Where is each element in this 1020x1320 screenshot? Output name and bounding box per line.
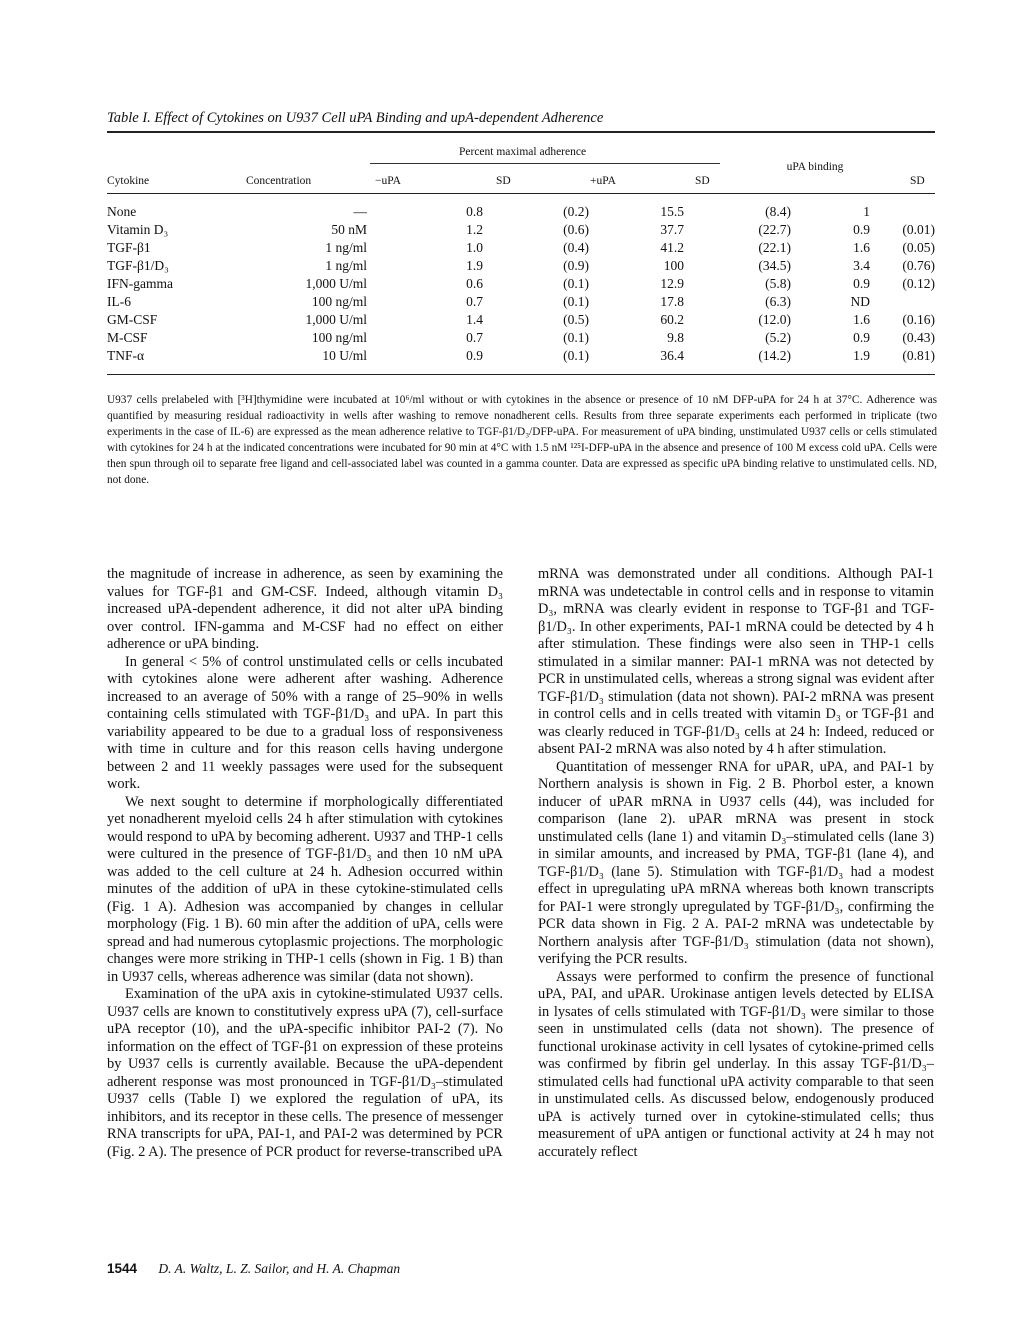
table-cell: 1 ng/ml	[325, 258, 367, 273]
paragraph: Assays were performed to confirm the presence of functional uPA, PAI, and uPAR. Urokinase antigen levels detected by ELISA in lysates of cells stimulated with TGF-β1/D₃ were similar to those seen in unstimulated cells (data not shown). The presence of functional urokinase activity in cell lysates of cytokine-primed cells was confirmed by fibrin gel underlay. In this assay TGF-β1/D₃–stimulated cells had functional uPA activity comparable to that seen in unstimulated cells. As discussed below, endogenously produced uPA is actively turned over in cytokine-stimulated cells; thus measurement of uPA antigen or functional activity at 24 h may not accurately reflect	[538, 968, 934, 1160]
paragraph: Quantitation of messenger RNA for uPAR, uPA, and PAI-1 by Northern analysis is shown in Fig. 2 B. Phorbol ester, a known inducer of uPAR mRNA in U937 cells (44), was included for comparison (lane 2). uPAR mRNA was present in stock unstimulated cells (lane 1) and vitamin D₃–stimulated cells (lane 3) in similar amounts, and increased by PMA, TGF-β1 (lane 4), and TGF-β1/D₃ (lane 5). Stimulation with TGF-β1/D₃ had a modest effect in upregulating uPA mRNA whereas both known transcripts for PAI-1 were strongly upregulated by TGF-β1/D₃, confirming the PCR data shown in Fig. 2 A. PAI-2 mRNA was undetectable by Northern analysis after TGF-β1/D₃ stimulation (data not shown), verifying the PCR results.	[538, 758, 934, 967]
table-cell: Vitamin D₃	[107, 222, 169, 237]
table-cell: (0.1)	[563, 330, 589, 345]
table-cell: TGF-β1	[107, 240, 151, 255]
group-header-rule	[370, 163, 720, 164]
table-cell: ND	[850, 294, 870, 309]
table-cell	[870, 203, 935, 221]
table-cell: 1.0	[466, 240, 483, 255]
table-cell: IL-6	[107, 294, 131, 309]
table-cell: (0.9)	[563, 258, 589, 273]
table-cell: 0.9	[853, 330, 870, 345]
table-cell: 10 U/ml	[322, 348, 367, 363]
footer-authors: D. A. Waltz, L. Z. Sailor, and H. A. Chapman	[158, 1261, 401, 1276]
table-cell: TGF-β1/D₃	[107, 258, 169, 273]
table-cell: 15.5	[660, 204, 684, 219]
table-cell: 0.9	[853, 276, 870, 291]
table-row	[107, 257, 935, 275]
table-cell: 1.6	[853, 312, 870, 327]
table-cell: (0.1)	[563, 294, 589, 309]
table-cell: 1.9	[853, 348, 870, 363]
table-cell: 9.8	[667, 330, 684, 345]
table-cell: 100 ng/ml	[311, 294, 367, 309]
table-cell: (0.5)	[563, 312, 589, 327]
table-row	[107, 293, 935, 311]
table-cell: 1,000 U/ml	[305, 312, 367, 327]
table-bottom-rule	[107, 374, 935, 375]
table-cell: GM-CSF	[107, 312, 158, 327]
table-cell	[870, 293, 935, 311]
table-cell: 41.2	[660, 240, 684, 255]
header-cytokine: Cytokine	[107, 175, 150, 187]
table-cell: (0.6)	[563, 222, 589, 237]
table-cell: (0.81)	[902, 348, 935, 363]
table-cell: 1	[863, 204, 870, 219]
table-top-rule	[107, 131, 935, 133]
table-cell: 0.6	[466, 276, 483, 291]
table-cell: (0.1)	[563, 276, 589, 291]
table-cell: 0.9	[466, 348, 483, 363]
table-cell: None	[107, 204, 137, 219]
table-cell: 50 nM	[331, 222, 367, 237]
header-sd-3: SD	[910, 175, 925, 187]
table-cell: 0.7	[466, 330, 483, 345]
paragraph: In general < 5% of control unstimulated cells or cells incubated with cytokines alone were adherent after washing. Adherence increased to an average of 50% with a range of 25–90% in wells containing cells stimulated with TGF-β1/D₃ and uPA. In part this variability appeared to be due to a gradual loss of responsiveness with time in culture and for this reason cells having undergone between 2 and 11 weekly passages were used for the subsequent work.	[107, 653, 503, 792]
table-cell: (34.5)	[758, 258, 791, 273]
table-cell: (0.2)	[563, 204, 589, 219]
table-cell: (0.43)	[902, 330, 935, 345]
table-cell: 36.4	[660, 348, 684, 363]
table-row	[107, 239, 935, 257]
table-cell: 0.7	[466, 294, 483, 309]
paragraph: mRNA was demonstrated under all conditions. Although PAI-1 mRNA was undetectable in control cells and in response to vitamin D₃, mRNA was clearly evident in response to TGF-β1 and TGF-β1/D₃. In other experiments, PAI-1 mRNA could be detected by 4 h after stimulation. These findings were also seen in THP-1 cells stimulated in a similar manner: PAI-1 mRNA was not detected by PCR in unstimulated cells, whereas a strong signal was evident after TGF-β1/D₃ stimulation (data not shown). PAI-2 mRNA was present in control cells and in cells treated with vitamin D₃ or TGF-β1 and was clearly reduced in TGF-β1/D₃ cells at 24 h: Indeed, reduced or absent PAI-2 mRNA was also noted by 4 h after stimulation.	[538, 566, 934, 757]
table-cell: (12.0)	[758, 312, 791, 327]
table-row	[107, 329, 935, 347]
right-text-column	[538, 566, 934, 1161]
table-row	[107, 221, 935, 239]
table-cell: 1.9	[466, 258, 483, 273]
table-cell: 0.8	[466, 204, 483, 219]
table-cell: 0.9	[853, 222, 870, 237]
header-minus-upa: −uPA	[375, 175, 401, 187]
paragraph: Examination of the uPA axis in cytokine-stimulated U937 cells. U937 cells are known to constitutively express uPA (7), cell-surface uPA receptor (10), and the uPA-specific inhibitor PAI-2 (7). No information on the effect of TGF-β1 on expression of these proteins by U937 cells is currently available. Because the uPA-dependent adherent response was most pronounced in TGF-β1/D₃–stimulated U937 cells (Table I) we explored the regulation of uPA, its inhibitors, and its receptor in these cells. The presence of messenger RNA transcripts for uPA, PAI-1, and PAI-2 was determined by PCR (Fig. 2 A). The presence of PCR product for reverse-transcribed uPA	[107, 986, 503, 1160]
table-cell: (5.8)	[765, 276, 791, 291]
table-cell: TNF-α	[107, 348, 145, 363]
table-row	[107, 275, 935, 293]
table-cell: 37.7	[660, 222, 684, 237]
table-cell: (0.16)	[902, 312, 935, 327]
table-cell: (0.76)	[902, 258, 935, 273]
table-cell: IFN-gamma	[107, 276, 173, 291]
group-header: Percent maximal adherence	[459, 146, 587, 158]
table-row	[107, 347, 935, 365]
table-cell: M-CSF	[107, 330, 148, 345]
table-cell: 1.4	[466, 312, 483, 327]
table-cell: 3.4	[853, 258, 870, 273]
table-cell: (5.2)	[765, 330, 791, 345]
table-cell: (0.12)	[902, 276, 935, 291]
table-cell: (0.01)	[902, 222, 935, 237]
table-cell: 100	[663, 258, 684, 273]
table-caption: Table I. Effect of Cytokines on U937 Cell uPA Binding and upA-dependent Adherence	[107, 110, 604, 126]
header-sd-2: SD	[695, 175, 710, 187]
left-text-column	[107, 566, 503, 1161]
table-cell: (14.2)	[758, 348, 791, 363]
table-footnote: U937 cells prelabeled with [³H]thymidine were incubated at 10⁶/ml without or with cytokines in the absence or presence of 10 nM DFP-uPA for 24 h at 37°C. Adherence was quantified by measuring residual radioactivity in wells after washing to remove nonadherent cells. Results from three separate experiments each performed in triplicate (two experiments in the case of IL-6) are expressed as the mean adherence relative to TGF-β1/D₃/DFP-uPA. For measurement of uPA binding, unstimulated U937 cells or cells stimulated with cytokines for 24 h at the indicated concentrations were incubated for 90 min at 4°C with 1.5 nM ¹²⁵I-DFP-uPA in the absence and presence of 100 M excess cold uPA. Cells were then spun through oil to separate free ligand and cell-associated label was counted in a gamma counter. Data are expressed as specific uPA binding relative to unstimulated cells. ND, not done.	[107, 394, 937, 486]
table-row	[107, 311, 935, 329]
header-upa-binding: uPA binding	[786, 161, 844, 173]
table-cell: 100 ng/ml	[311, 330, 367, 345]
table-cell: 1.2	[466, 222, 483, 237]
table-cell: (0.05)	[902, 240, 935, 255]
table-cell: (22.1)	[758, 240, 791, 255]
table-cell: (6.3)	[765, 294, 791, 309]
page-number: 1544	[107, 1261, 138, 1276]
table-row	[107, 203, 935, 221]
paragraph: We next sought to determine if morphologically differentiated yet nonadherent myeloid cells 24 h after stimulation with cytokines would respond to uPA by becoming adherent. U937 and THP-1 cells were cultured in the presence of TGF-β1/D₃ and then 10 nM uPA was added to the cell culture at 24 h. Adhesion occurred within minutes of the addition of uPA in these cytokine-stimulated cells (Fig. 1 A). Adhesion was accompanied by changes in cellular morphology (Fig. 1 B). 60 min after the addition of uPA, cells were spread and had numerous cytoplasmic projections. The morphologic changes were more striking in THP-1 cells (shown in Fig. 1 B) than in U937 cells, whereas adherence was similar (data not shown).	[107, 793, 503, 985]
paragraph: the magnitude of increase in adherence, as seen by examining the values for TGF-β1 and GM-CSF. Indeed, although vitamin D₃ increased uPA-dependent adherence, it did not alter uPA binding over control. IFN-gamma and M-CSF had no effect on either adherence or uPA binding.	[107, 566, 503, 652]
table-cell: 60.2	[660, 312, 684, 327]
table-cell: 1,000 U/ml	[305, 276, 367, 291]
table-cell: —	[353, 204, 367, 219]
header-sd-1: SD	[496, 175, 511, 187]
page-footer	[107, 1261, 400, 1277]
header-plus-upa: +uPA	[590, 175, 616, 187]
table-cell: (8.4)	[765, 204, 791, 219]
header-bottom-rule	[107, 193, 935, 194]
table-cell: 12.9	[660, 276, 684, 291]
table-cell: 1.6	[853, 240, 870, 255]
header-concentration: Concentration	[246, 175, 312, 187]
table-cell: (0.4)	[563, 240, 589, 255]
table-cell: (0.1)	[563, 348, 589, 363]
table-cell: (22.7)	[758, 222, 791, 237]
table-cell: 1 ng/ml	[325, 240, 367, 255]
data-table	[107, 203, 935, 365]
table-cell: 17.8	[660, 294, 684, 309]
